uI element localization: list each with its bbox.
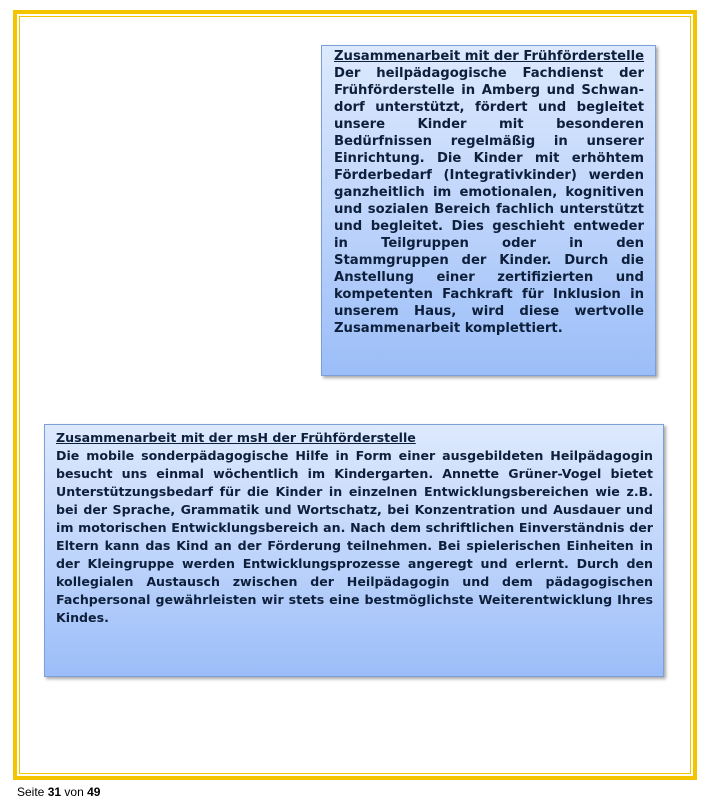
- section-title: Zusammenarbeit mit der Frühförderstelle: [334, 49, 645, 64]
- textbox-fruehfoerderstelle: [321, 45, 656, 376]
- footer-prefix: Seite: [17, 785, 45, 799]
- section-text: Der heilpädagogische Fachdienst der Frühförderstelle in Amberg und Schwandorf unterstützt, fördert und begleitet unsere Kinder mit besonderen Bedürfnissen regelmäßig in unserer Einrichtung. Die Kinder mit erhöhtem Förderbedarf (Integrativkinder) werden ganzheitlich im emotionalen, kognitiven und sozialen Bereich fachlich unterstützt und begleitet. Dies geschieht entweder in Teilgruppen oder in den Stammgruppen der Kinder. Durch die Anstellung einer zertifizierten und kompetenten Fachkraft für Inklusion in unserem Haus, wird diese wertvolle Zusammenarbeit komplettiert.: [334, 66, 644, 336]
- section-title: Zusammenarbeit mit der msH der Frühförderstelle: [56, 430, 416, 445]
- footer-current-page: 31: [47, 785, 62, 799]
- section-text: Die mobile sonderpädagogische Hilfe in Form einer ausgebildeten Heilpädagogin besucht uns einmal wöchentlich im Kindergarten. Annette Grüner-Vogel bietet Unterstützungsbedarf für die Kinder in einzelnen Entwicklungsbereichen wie z.B. bei der Sprache, Grammatik und Wortschatz, bei Konzentration und Ausdauer und im motorischen Entwicklungsbereich an. Nach dem schriftlichen Einverständnis der Eltern kann das Kind an der Förderung teilnehmen. Bei spielerischen Einheiten in der Kleingruppe werden Entwicklungsprozesse angeregt und erlernt. Durch den kollegialen Austausch zwischen der Heilpädagogin und dem pädagogischen Fachpersonal gewährleisten wir stets eine bestmöglichste Weiterentwicklung Ihres Kindes.: [56, 448, 653, 625]
- footer-separator: von: [64, 785, 84, 799]
- textbox-msh-fruehfoerderstelle: [44, 424, 664, 677]
- page-number-footer: [17, 785, 100, 799]
- footer-total-pages: 49: [87, 785, 101, 799]
